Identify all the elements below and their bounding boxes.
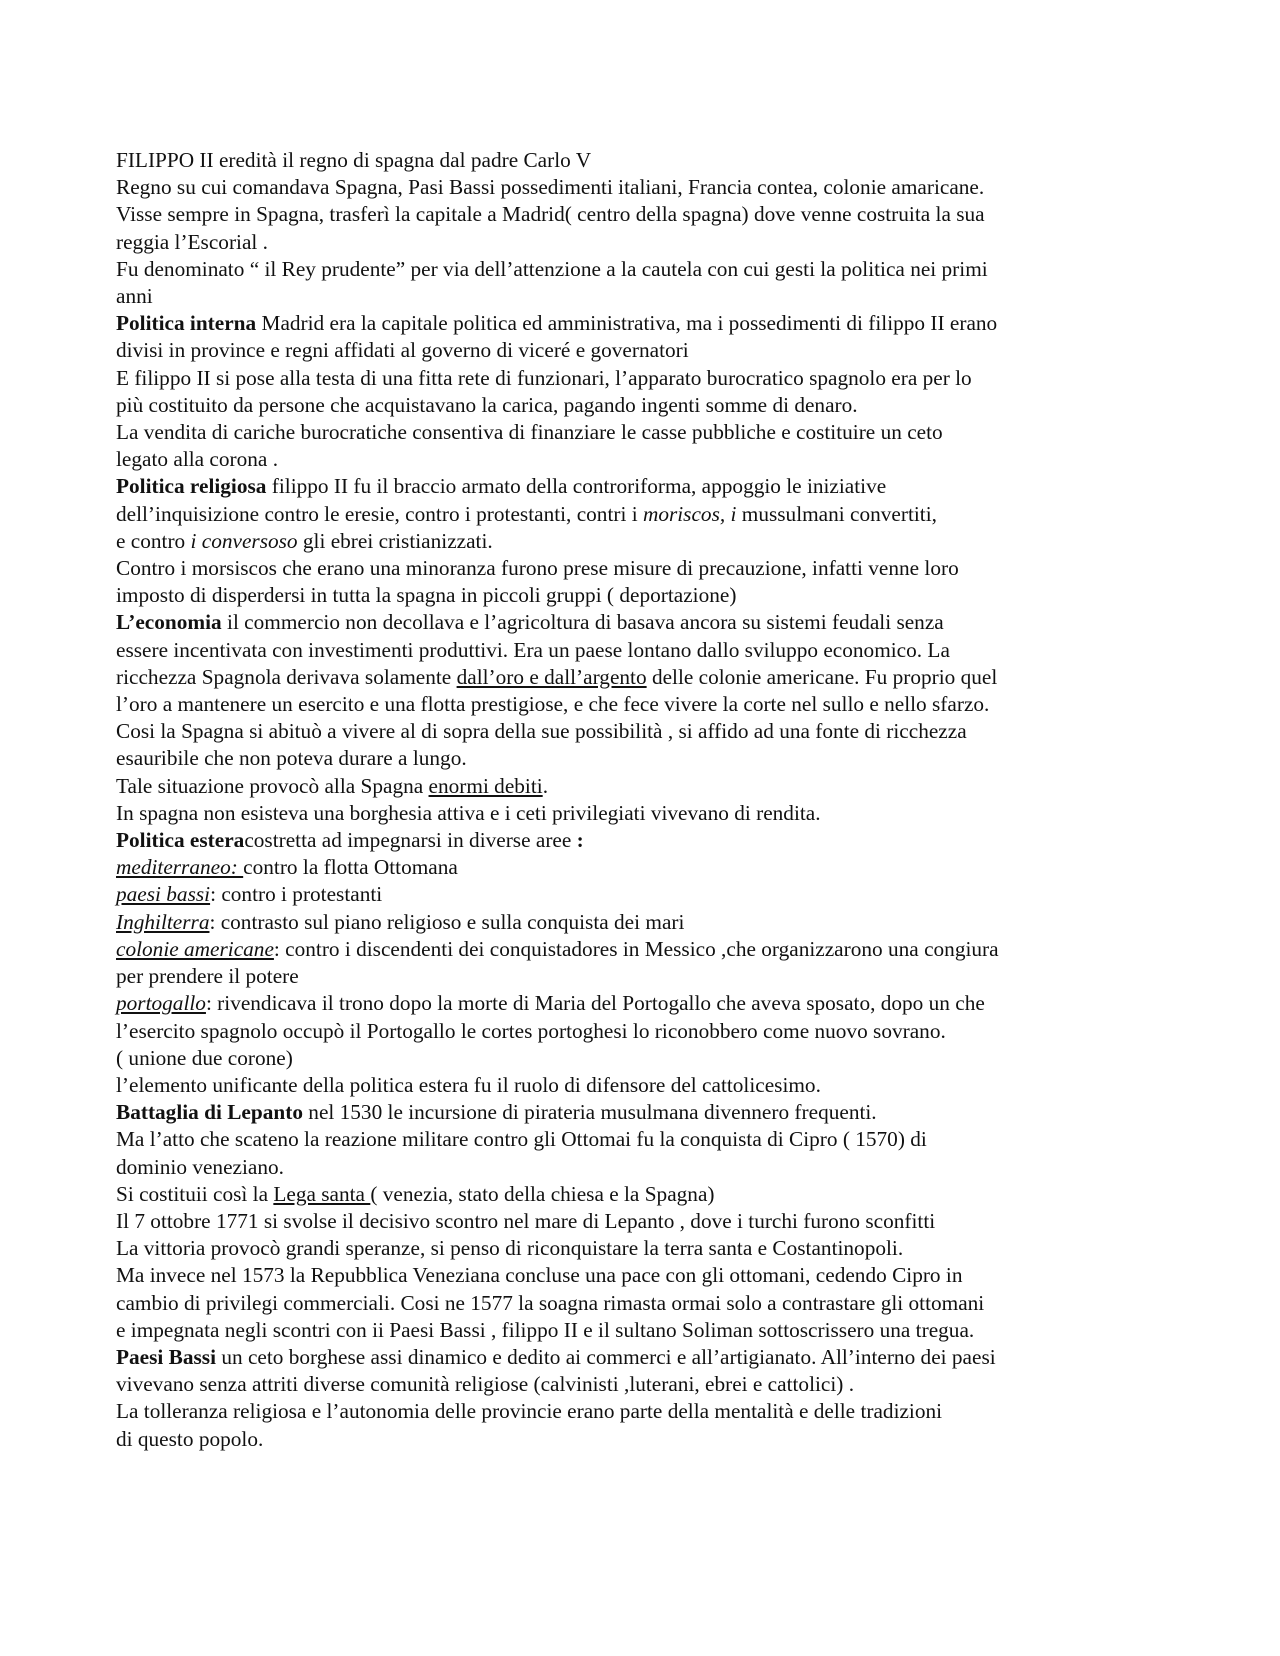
text-line xyxy=(116,419,1176,446)
styled-text-run: enormi debiti xyxy=(428,773,543,798)
text-run: l’oro a mantenere un esercito e una flotta prestigiose, e che fece vivere la corte nel sullo e nello sfarzo. xyxy=(116,692,990,717)
text-line xyxy=(116,637,1176,664)
text-run: La vendita di cariche burocratiche consentiva di finanziare le casse pubbliche e costituire un ceto xyxy=(116,420,943,445)
text-line xyxy=(116,1208,1176,1235)
text-line xyxy=(116,609,1176,636)
text-line xyxy=(116,963,1176,990)
text-run: Il 7 ottobre 1771 si svolse il decisivo scontro nel mare di Lepanto , dove i turchi furono sconfitti xyxy=(116,1208,936,1233)
text-line xyxy=(116,936,1176,963)
text-line xyxy=(116,1426,1176,1453)
text-line xyxy=(116,800,1176,827)
text-run: il commercio non decollava e l’agricoltura di basava ancora su sistemi feudali senza xyxy=(221,610,944,635)
text-run: filippo II fu il braccio armato della controriforma, appoggio le iniziative xyxy=(266,474,887,499)
text-run: gli ebrei cristianizzati. xyxy=(297,528,493,553)
text-line xyxy=(116,1154,1176,1181)
text-line xyxy=(116,283,1176,310)
text-line xyxy=(116,310,1176,337)
text-run: In spagna non esisteva una borghesia attiva e i ceti privilegiati vivevano di rendita. xyxy=(116,800,821,825)
text-line xyxy=(116,1126,1176,1153)
text-line xyxy=(116,854,1176,881)
text-run: Regno su cui comandava Spagna, Pasi Bassi possedimenti italiani, Francia contea, colonie amaricane. xyxy=(116,175,985,200)
text-line xyxy=(116,1371,1176,1398)
text-run: costretta ad impegnarsi in diverse aree xyxy=(244,828,577,853)
text-run: l’elemento unificante della politica estera fu il ruolo di difensore del cattolicesimo. xyxy=(116,1072,821,1097)
text-run: delle colonie americane. Fu proprio quel xyxy=(646,664,998,689)
styled-text-run: colonie americane xyxy=(116,936,274,961)
text-line xyxy=(116,773,1176,800)
text-line xyxy=(116,528,1176,555)
text-run: : contrasto sul piano religioso e sulla conquista dei mari xyxy=(209,909,685,934)
text-run: Ma l’atto che scateno la reazione militare contro gli Ottomai fu la conquista di Cipro ( 1570) di xyxy=(116,1127,927,1152)
text-line xyxy=(116,147,1176,174)
text-line xyxy=(116,745,1176,772)
text-run: FILIPPO II eredità il regno di spagna dal padre Carlo V xyxy=(116,148,592,172)
text-run: . xyxy=(542,773,549,798)
text-run: esauribile che non poteva durare a lungo. xyxy=(116,746,467,771)
text-run: dell’inquisizione contro le eresie, contro i protestanti, contri i xyxy=(116,501,643,526)
text-line xyxy=(116,1344,1176,1371)
text-line xyxy=(116,501,1176,528)
text-line xyxy=(116,1099,1176,1126)
text-run: Tale situazione provocò alla Spagna xyxy=(116,773,429,798)
text-run: e impegnata negli scontri con ii Paesi Bassi , filippo II e il sultano Soliman sottoscrissero una tregua. xyxy=(116,1317,975,1342)
text-line xyxy=(116,1045,1176,1072)
text-run: nel 1530 le incursione di pirateria musulmana divennero frequenti. xyxy=(302,1100,877,1125)
styled-text-run: i conversoso xyxy=(190,528,298,553)
text-run: Cosi la Spagna si abituò a vivere al di sopra della sue possibilità , si affido ad una fonte di ricchezza xyxy=(116,719,967,744)
text-run: vivevano senza attriti diverse comunità religiose (calvinisti ,luterani, ebrei e cattolici) . xyxy=(116,1372,855,1397)
text-run: e contro xyxy=(116,528,191,553)
text-line xyxy=(116,337,1176,364)
styled-text-run: Paesi Bassi xyxy=(116,1344,216,1369)
styled-text-run: Battaglia di Lepanto xyxy=(116,1100,303,1125)
styled-text-run: Politica interna xyxy=(116,311,257,336)
text-run: l’esercito spagnolo occupò il Portogallo le cortes portoghesi lo riconobbero come nuovo sovrano. xyxy=(116,1018,946,1043)
text-line xyxy=(116,446,1176,473)
text-line xyxy=(116,827,1176,854)
styled-text-run: Politica religiosa xyxy=(116,474,267,499)
text-run: divisi in province e regni affidati al governo di viceré e governatori xyxy=(116,338,689,363)
text-run: cambio di privilegi commerciali. Cosi ne 1577 la soagna rimasta ormai solo a contrastare gli ottomani xyxy=(116,1290,985,1315)
text-line xyxy=(116,256,1176,283)
text-run: più costituito da persone che acquistavano la carica, pagando ingenti somme di denaro. xyxy=(116,392,858,417)
text-run: legato alla corona . xyxy=(116,447,279,472)
styled-text-run: Inghilterra xyxy=(116,909,210,934)
text-line xyxy=(116,718,1176,745)
styled-text-run: mediterraneo: xyxy=(116,855,244,880)
styled-text-run: paesi bassi xyxy=(116,882,211,907)
text-line xyxy=(116,1072,1176,1099)
text-line xyxy=(116,1317,1176,1344)
text-run: ( unione due corone) xyxy=(116,1045,293,1070)
text-line xyxy=(116,1181,1176,1208)
text-run: Ma invece nel 1573 la Repubblica Veneziana concluse una pace con gli ottomani, cedendo Cipro in xyxy=(116,1263,963,1288)
text-run: Si costituii così la xyxy=(116,1181,274,1206)
styled-text-run: portogallo xyxy=(116,991,206,1016)
text-run: mussulmani convertiti, xyxy=(736,501,937,526)
text-run: essere incentivata con investimenti produttivi. Era un paese lontano dallo sviluppo economico. La xyxy=(116,637,950,662)
text-line xyxy=(116,229,1176,256)
styled-text-run: : xyxy=(576,828,584,853)
text-run: Fu denominato “ il Rey prudente” per via dell’attenzione a la cautela con cui gesti la politica nei primi xyxy=(116,256,988,281)
text-run: ricchezza Spagnola derivava solamente xyxy=(116,664,457,689)
text-run: Contro i morsiscos che erano una minoranza furono prese misure di precauzione, infatti venne loro xyxy=(116,556,959,581)
styled-text-run: L’economia xyxy=(116,610,222,635)
text-line xyxy=(116,1262,1176,1289)
text-line xyxy=(116,365,1176,392)
text-line xyxy=(116,1235,1176,1262)
text-run: : contro i protestanti xyxy=(210,882,383,907)
text-line xyxy=(116,1290,1176,1317)
text-run: ( venezia, stato della chiesa e la Spagna) xyxy=(370,1181,715,1206)
document-page xyxy=(116,147,1176,1453)
text-run: E filippo II si pose alla testa di una fitta rete di funzionari, l’apparato burocratico spagnolo era per lo xyxy=(116,365,972,390)
styled-text-run: Lega santa xyxy=(273,1181,371,1206)
text-line xyxy=(116,881,1176,908)
text-run: : rivendicava il trono dopo la morte di Maria del Portogallo che aveva sposato, dopo un che xyxy=(205,991,985,1016)
text-line xyxy=(116,1018,1176,1045)
styled-text-run: dall’oro e dall’argento xyxy=(456,664,647,689)
text-run: La vittoria provocò grandi speranze, si penso di riconquistare la terra santa e Costantinopoli. xyxy=(116,1236,904,1261)
text-line xyxy=(116,555,1176,582)
text-run: di questo popolo. xyxy=(116,1426,264,1451)
text-line xyxy=(116,691,1176,718)
text-run: anni xyxy=(116,284,153,309)
text-run: La tolleranza religiosa e l’autonomia delle provincie erano parte della mentalità e delle tradizioni xyxy=(116,1399,943,1424)
text-run: imposto di disperdersi in tutta la spagna in piccoli gruppi ( deportazione) xyxy=(116,583,737,608)
text-line xyxy=(116,201,1176,228)
text-run: per prendere il potere xyxy=(116,964,299,989)
text-run: contro la flotta Ottomana xyxy=(243,855,458,880)
text-run: dominio veneziano. xyxy=(116,1154,284,1179)
text-run: Visse sempre in Spagna, trasferì la capitale a Madrid( centro della spagna) dove venne costruita la sua xyxy=(116,202,985,227)
styled-text-run: Politica estera xyxy=(116,828,245,853)
text-run: reggia l’Escorial . xyxy=(116,229,268,254)
text-run: Madrid era la capitale politica ed amministrativa, ma i possedimenti di filippo II erano xyxy=(256,311,998,336)
text-line xyxy=(116,909,1176,936)
text-line xyxy=(116,582,1176,609)
text-run: : contro i discendenti dei conquistadores in Messico ,che organizzarono una congiura xyxy=(273,936,999,961)
text-line xyxy=(116,990,1176,1017)
text-line xyxy=(116,664,1176,691)
text-line xyxy=(116,1398,1176,1425)
text-run: un ceto borghese assi dinamico e dedito ai commerci e all’artigianato. All’interno dei paesi xyxy=(216,1344,996,1369)
styled-text-run: moriscos, i xyxy=(642,501,737,526)
text-line xyxy=(116,174,1176,201)
text-line xyxy=(116,392,1176,419)
text-line xyxy=(116,473,1176,500)
